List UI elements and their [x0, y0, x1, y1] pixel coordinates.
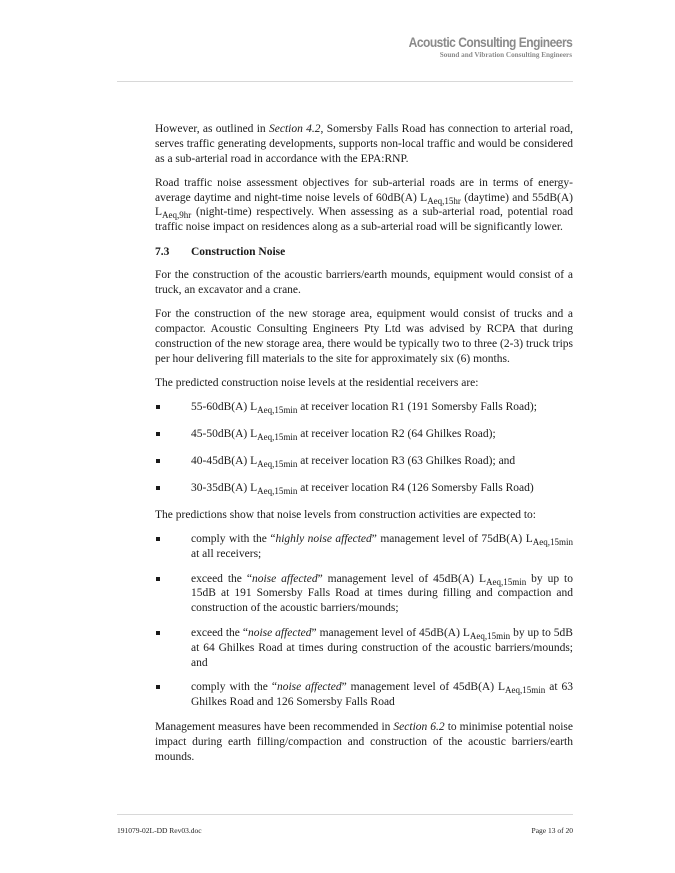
paragraph-barrier-equipment: For the construction of the acoustic barriers/earth mounds, equipment would consist of a truck, an excavator and a crane. — [155, 269, 573, 297]
paragraph-management-measures: Management measures have been recommended in Section 6.2 to minimise potential noise impact during earth filling/compaction and construction of the acoustic barriers/earth mounds. — [155, 720, 573, 763]
list-item: comply with the “highly noise affected” management level of 75dB(A) $L_{Aeq,15min}$ at all receivers; — [155, 532, 573, 562]
list-item: 30-35dB(A) $L_{Aeq,15min}$ at receiver location R4 (126 Somersby Falls Road) — [155, 481, 573, 496]
bullet-marker — [156, 685, 160, 689]
section-heading — [155, 245, 573, 260]
page-number: Page 13 of 20 — [531, 826, 573, 835]
section-number: 7.3 — [155, 245, 170, 258]
bullet-marker — [156, 486, 160, 490]
footer-divider — [117, 814, 573, 815]
bullet-marker — [156, 459, 160, 463]
list-item: 55-60dB(A) $L_{Aeq,15min}$ at receiver location R1 (191 Somersby Falls Road); — [155, 400, 573, 415]
bullet-marker — [156, 537, 160, 541]
list-item: 45-50dB(A) $L_{Aeq,15min}$ at receiver location R2 (64 Ghilkes Road); — [155, 427, 573, 442]
section-reference: Section 4.2 — [268, 123, 321, 135]
page-content — [155, 122, 573, 774]
paragraph-noise-objectives: Road traffic noise assessment objectives for sub-arterial roads are in terms of energy-average daytime and night-time noise levels of 60dB(A) $L_{Aeq,15hr}$ (daytime) and 55dB(A) $L_{Aeq,9hr}$ (night-time) respectively. When assessing as a sub-arterial road, potential road traffic noise impact on residences along as a sub-arterial road will be significantly lower. — [155, 176, 573, 234]
paragraph-predictions-intro: The predictions show that noise levels from construction activities are expected to: — [155, 508, 536, 521]
section-reference: Section 6.2 — [393, 720, 445, 733]
bullet-marker — [156, 631, 160, 635]
list-item: 40-45dB(A) $L_{Aeq,15min}$ at receiver location R3 (63 Ghilkes Road); and — [155, 454, 573, 469]
paragraph-predicted-intro: The predicted construction noise levels at the residential receivers are: — [155, 377, 479, 390]
list-item: exceed the “noise affected” management level of 45dB(A) $L_{Aeq,15min}$ by up to 5dB at 64 Ghilkes Road at times during construction of the acoustic barriers/mounds; and — [155, 626, 573, 670]
bullet-marker — [156, 405, 160, 409]
bullet-marker — [156, 577, 160, 581]
page-header — [382, 34, 572, 60]
section-title: Construction Noise — [191, 245, 286, 258]
paragraph-road-classification: However, as outlined in Section 4.2, Somersby Falls Road has connection to arterial road, serves traffic generating developments, supports non-local traffic and would be considered as a sub-arterial road in accordance with the EPA:RNP. — [155, 123, 574, 165]
document-reference: 191079-02L-DD Rev03.doc — [117, 826, 202, 835]
page-footer — [117, 826, 573, 835]
paragraph-storage-area: For the construction of the new storage area, equipment would consist of trucks and a compactor. Acoustic Consulting Engineers Pty Ltd was advised by RCPA that during construction of the new storage area, there would be typically two to three (2-3) truck trips per hour delivering fill materials to the site for approximately six (6) months. — [155, 308, 573, 365]
company-tagline: Sound and Vibration Consulting Engineers — [439, 51, 572, 59]
predictions-list — [155, 532, 573, 710]
predicted-levels-list — [155, 400, 573, 495]
bullet-marker — [156, 432, 160, 436]
company-brand: Acoustic Consulting Engineers — [408, 34, 572, 50]
list-item: exceed the “noise affected” management level of 45dB(A) $L_{Aeq,15min}$ by up to 15dB at 191 Somersby Falls Road at times during filling and compaction and construction of the acoustic barriers/mounds; — [155, 572, 573, 616]
header-divider — [117, 81, 573, 82]
list-item: comply with the “noise affected” management level of 45dB(A) $L_{Aeq,15min}$ at 63 Ghilkes Road and 126 Somersby Falls Road — [155, 680, 573, 710]
